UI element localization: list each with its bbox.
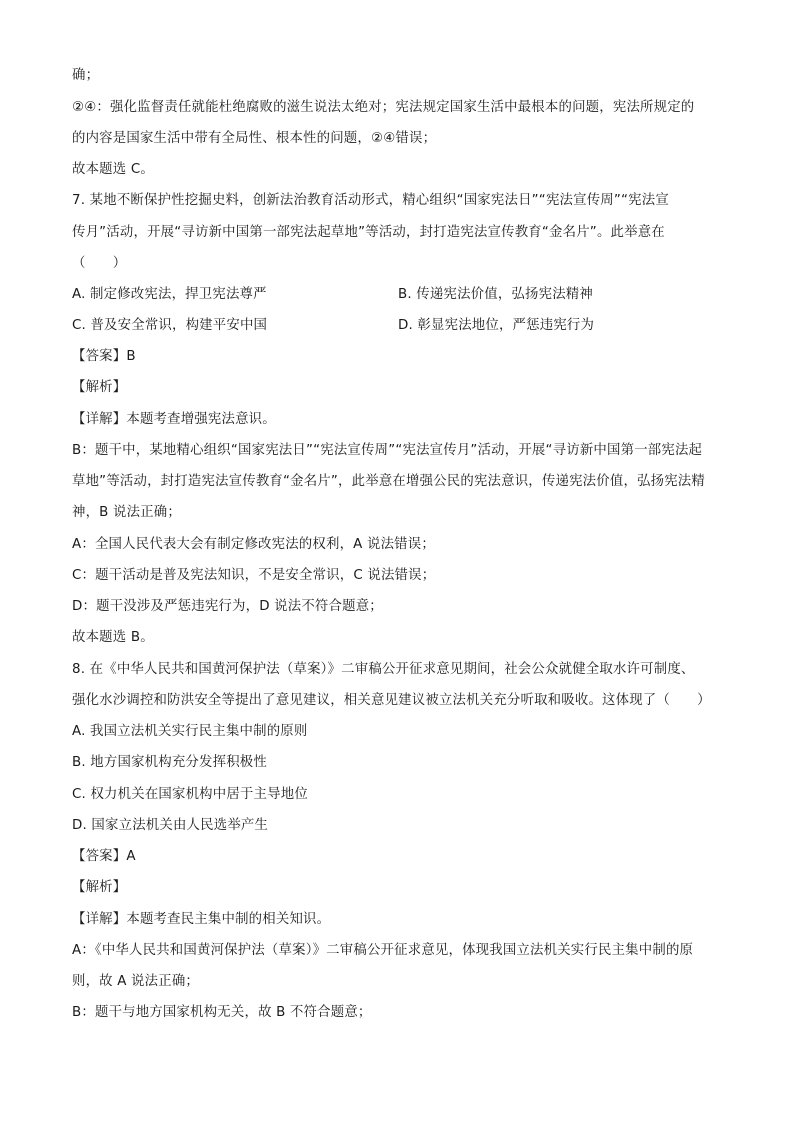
analysis-label: 【解析】 [72, 380, 127, 395]
answer-label: 【答案】B [72, 349, 136, 364]
answer-label: 【答案】A [72, 849, 136, 864]
text-line: 故本题选 C。 [72, 162, 154, 177]
answer-bracket: （ ） [72, 256, 127, 271]
text-line: A：《中华人民共和国黄河保护法（草案）》二审稿公开征求意见，体现我国立法机关实行民主集中制的原 [72, 943, 694, 958]
option-d: D. 国家立法机关由人民选举产生 [72, 818, 269, 833]
text-line: 故本题选 B。 [72, 630, 154, 645]
text-line: B：题干与地方国家机构无关，故 B 不符合题意； [72, 1005, 372, 1020]
option-b: B. 地方国家机构充分发挥积极性 [72, 755, 267, 770]
text-line: C：题干活动是普及宪法知识，不是安全常识，C 说法错误； [72, 568, 436, 583]
option-a: A. 制定修改宪法，捍卫宪法尊严 [72, 287, 267, 302]
text-line: 确； [72, 68, 100, 83]
text-line: A：全国人民代表大会有制定修改宪法的权利，A 说法错误； [72, 537, 435, 552]
option-c: C. 普及安全常识，构建平安中国 [72, 318, 268, 333]
text-line: 神，B 说法正确； [72, 505, 181, 520]
detail-line: 【详解】本题考查增强宪法意识。 [72, 412, 276, 427]
option-c: C. 权力机关在国家机构中居于主导地位 [72, 787, 308, 802]
text-line: ②④：强化监督责任就能杜绝腐败的滋生说法太绝对；宪法规定国家生活中最根本的问题，宪法所规定的 [72, 100, 695, 115]
detail-line: 【详解】本题考查民主集中制的相关知识。 [72, 912, 331, 927]
option-b: B. 传递宪法价值，弘扬宪法精神 [398, 287, 593, 302]
question-7-stem: 7. 某地不断保护性挖掘史料，创新法治教育活动形式，精心组织“国家宪法日”“宪法宣传周”“宪法宣 [72, 193, 669, 208]
text-line: D：题干没涉及严惩违宪行为，D 说法不符合题意； [72, 599, 383, 614]
text-line: 则，故 A 说法正确； [72, 974, 199, 989]
text-line: 草地”等活动，封打造宪法宣传教育“金名片”，此举意在增强公民的宪法意识，传递宪法价值，弘扬宪法精 [72, 474, 705, 489]
question-8-stem: 强化水沙调控和防洪安全等提出了意见建议，相关意见建议被立法机关充分听取和吸收。这体现了（ ） [72, 693, 711, 708]
option-d: D. 彰显宪法地位，严惩违宪行为 [398, 318, 595, 333]
option-a: A. 我国立法机关实行民主集中制的原则 [72, 724, 308, 739]
text-line: B：题干中，某地精心组织“国家宪法日”“宪法宣传周”“宪法宣传月”活动，开展“寻访新中国第一部宪法起 [72, 443, 703, 458]
text-line: 的内容是国家生活中带有全局性、根本性的问题，②④错误； [72, 131, 437, 146]
question-7-stem: 传月”活动，开展“寻访新中国第一部宪法起草地”等活动，封打造宪法宣传教育“金名片”。此举意在 [72, 225, 665, 240]
question-8-stem: 8. 在《中华人民共和国黄河保护法（草案）》二审稿公开征求意见期间，社会公众就健全取水许可制度、 [72, 662, 695, 677]
analysis-label: 【解析】 [72, 880, 127, 895]
